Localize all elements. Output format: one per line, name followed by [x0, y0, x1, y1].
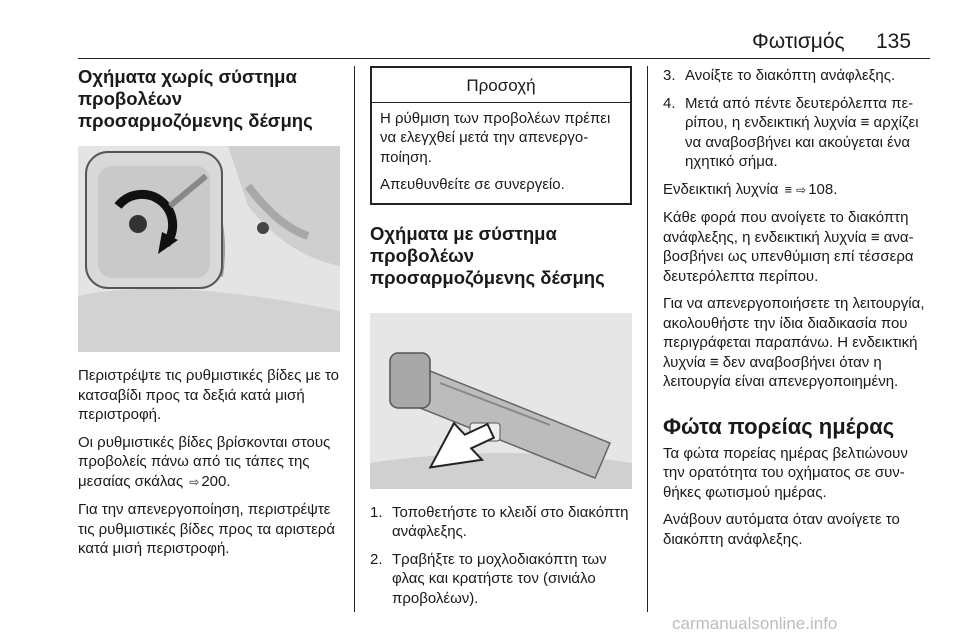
- list-item: [370, 503, 632, 542]
- header-rule: [78, 58, 930, 59]
- headlight-adjuster-illustration: [78, 146, 340, 352]
- list-item: [663, 66, 931, 86]
- paragraph-with-ref: [663, 180, 931, 201]
- watermark: carmanualsonline.info: [672, 614, 838, 633]
- page-ref-link[interactable]: 108.: [808, 180, 838, 198]
- page-ref-icon: ⇨: [189, 474, 200, 489]
- column-3: [663, 66, 931, 557]
- paragraph: Για να απενεργοποιήσετε τη λειτουργία, ακολουθήστε την ίδια διαδικασία που περιγράφεται παραπάνω. Η ενδεικτική λυχνία ≡ δεν αναβοσβήνει όταν η λειτουργία είναι απενεργοποιημένη.: [663, 295, 925, 390]
- column-divider-1: [354, 66, 355, 612]
- page-ref-icon: ⇨: [796, 182, 807, 197]
- list-item: [663, 94, 931, 172]
- paragraph-with-ref: [78, 433, 340, 493]
- step-list: [663, 66, 931, 172]
- step-list: [370, 503, 632, 609]
- caution-title: Προσοχή: [372, 68, 630, 103]
- step-number: 1.: [370, 503, 383, 521]
- step-text: Τραβήξτε το μοχλοδιακόπτη των φλας και κρατήστε τον (σινιάλο προβολέων).: [392, 550, 607, 607]
- step-text: Μετά από πέντε δευτερόλεπτα περίπου, η ενδεικτική λυχνία ≡ αρχίζει να αναβοσβήνει και ακούγεται ένα ηχητικό σήμα.: [685, 94, 919, 170]
- step-number: 2.: [370, 550, 383, 568]
- column-divider-2: [647, 66, 648, 612]
- paragraph: Ανάβουν αυτόματα όταν ανοίγετε το διακόπτη ανάφλεξης.: [663, 511, 900, 548]
- step-number: 3.: [663, 67, 676, 84]
- indicator-lamp-icon: ≡: [784, 181, 793, 197]
- list-item: [370, 550, 632, 609]
- section-heading: Οχήματα με σύστημα προβολέων προσαρμοζόμενης δέσμης: [370, 222, 605, 288]
- caution-text: Απευθυνθείτε σε συνεργείο.: [380, 176, 565, 193]
- header-title: Φωτισμός: [752, 30, 845, 53]
- step-text: Τοποθετήστε το κλειδί στο διακόπτη ανάφλεξης.: [392, 503, 629, 540]
- column-1: [78, 66, 340, 567]
- caution-text: Η ρύθμιση των προβολέων πρέπει να ελεγχθεί μετά την απενεργοποίηση.: [380, 109, 611, 166]
- page-ref-link[interactable]: 200.: [201, 472, 231, 490]
- section-heading: Φώτα πορείας ημέρας: [663, 413, 895, 439]
- page-number: 135: [876, 30, 912, 53]
- turn-signal-lever-illustration: [370, 313, 632, 489]
- paragraph: Περιστρέψτε τις ρυθμιστικές βίδες με το κατσαβίδι προς τα δεξιά κατά μισή περιστροφή.: [78, 367, 340, 423]
- step-number: 4.: [663, 94, 676, 112]
- column-2: [370, 66, 632, 616]
- section-heading: Οχήματα χωρίς σύστημα προβολέων προσαρμοζόμενης δέσμης: [78, 66, 313, 131]
- caution-box: [370, 66, 632, 205]
- paragraph: Για την απενεργοποίηση, περιστρέψτε τις ρυθμιστικές βίδες προς τα αριστερά κατά μισή περιστροφή.: [78, 501, 335, 557]
- paragraph-text: Οι ρυθμιστικές βίδες βρίσκονται στους προβολείς πάνω από τις τάπες της μεσαίας σκάλας: [78, 433, 331, 490]
- paragraph: Κάθε φορά που ανοίγετε το διακόπτη ανάφλεξης, η ενδεικτική λυχνία ≡ αναβοσβήνει ως υπενθύμιση επί τέσσερα δευτερόλεπτα περίπου.: [663, 209, 914, 285]
- paragraph: Τα φώτα πορείας ημέρας βελτιώνουν την ορατότητα του οχήματος σε συνθήκες φωτισμού ημέρας.: [663, 444, 908, 501]
- step-text: Ανοίξτε το διακόπτη ανάφλεξης.: [685, 67, 896, 84]
- paragraph-text: Ενδεικτική λυχνία: [663, 180, 779, 198]
